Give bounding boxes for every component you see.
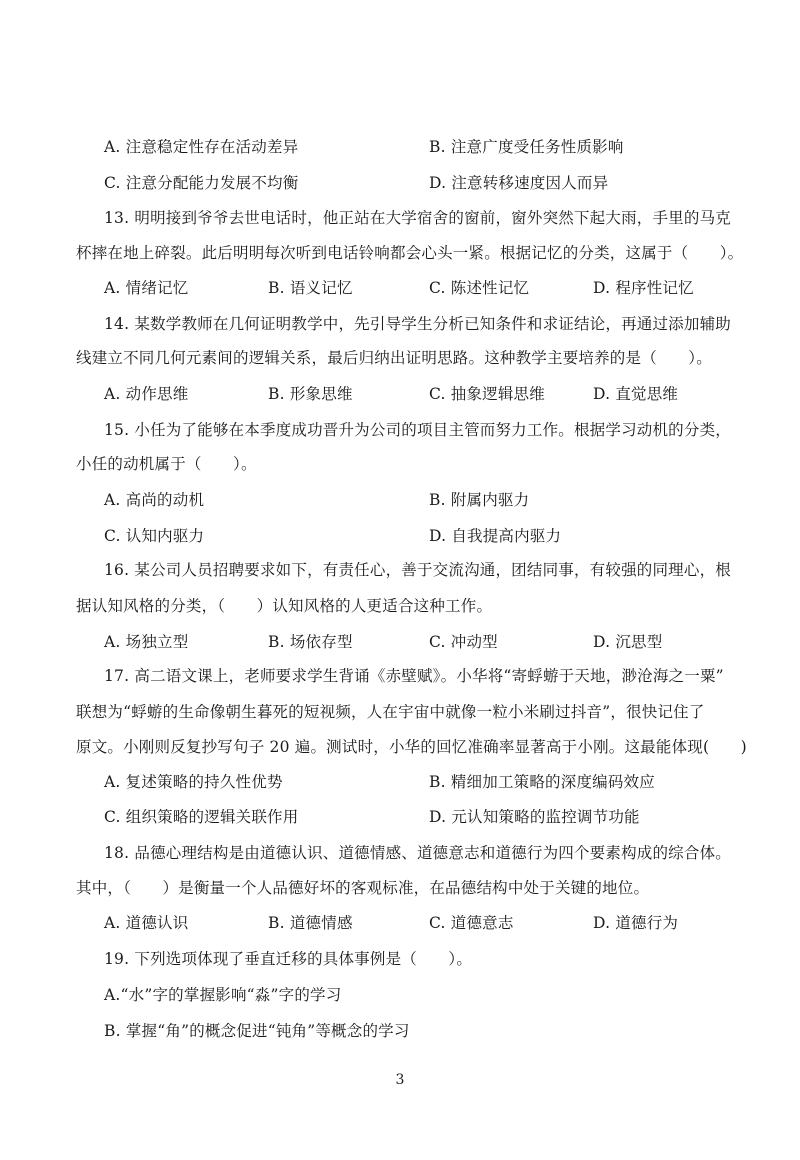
q18-stem-line1: 18. 品德心理结构是由道德认识、道德情感、道德意志和道德行为四个要素构成的综合体。 xyxy=(104,844,731,862)
q15-option-c: C. 认知内驱力 xyxy=(104,527,205,545)
q15-stem-line1: 15. 小任为了能够在本季度成功晋升为公司的项目主管而努力工作。根据学习动机的分类， xyxy=(104,421,731,439)
q14-stem-line2: 线建立不同几何元素间的逻辑关系，最后归纳出证明思路。这种教学主要培养的是（ ）。 xyxy=(76,349,712,367)
q17-option-c: C. 组织策略的逻辑关联作用 xyxy=(104,808,299,826)
q13-option-b: B. 语义记忆 xyxy=(268,279,353,297)
q15-option-a: A. 高尚的动机 xyxy=(104,491,205,509)
q19-option-b: B. 掌握“角”的概念促进“钝角”等概念的学习 xyxy=(104,1022,410,1040)
q16-option-b: B. 场依存型 xyxy=(268,633,353,651)
q14-stem-line1: 14. 某数学教师在几何证明教学中，先引导学生分析已知条件和求证结论，再通过添加辅助 xyxy=(104,315,731,333)
q19-option-a: A.“水”字的掌握影响“淼”字的学习 xyxy=(104,986,342,1004)
q17-option-d: D. 元认知策略的监控调节功能 xyxy=(429,808,640,826)
q17-option-a: A. 复述策略的持久性优势 xyxy=(104,773,283,791)
q14-option-b: B. 形象思维 xyxy=(268,385,353,403)
q14-option-c: C. 抽象逻辑思维 xyxy=(429,385,545,403)
q13-option-c: C. 陈述性记忆 xyxy=(429,279,530,297)
q14-option-a: A. 动作思维 xyxy=(104,385,189,403)
q17-stem-line1: 17. 高二语文课上，老师要求学生背诵《赤壁赋》。小华将“寄蜉蝣于天地，渺沧海之一粟” xyxy=(104,667,724,685)
q13-option-a: A. 情绪记忆 xyxy=(104,279,189,297)
q19-stem-line1: 19. 下列选项体现了垂直迁移的具体事例是（ ）。 xyxy=(104,950,473,968)
q12-option-c: C. 注意分配能力发展不均衡 xyxy=(104,174,299,192)
q15-option-b: B. 附属内驱力 xyxy=(429,491,530,509)
q17-option-b: B. 精细加工策略的深度编码效应 xyxy=(429,773,655,791)
q16-stem-line2: 据认知风格的分类，（ ）认知风格的人更适合这种工作。 xyxy=(76,597,493,615)
q15-stem-line2: 小任的动机属于（ ）。 xyxy=(76,455,257,473)
page-number: 3 xyxy=(395,1072,405,1088)
q13-stem-line1: 13. 明明接到爷爷去世电话时，他正站在大学宿舍的窗前，窗外突然下起大雨，手里的马克 xyxy=(104,209,731,227)
q18-option-b: B. 道德情感 xyxy=(268,914,353,932)
q18-option-d: D. 道德行为 xyxy=(593,914,679,932)
q12-option-a: A. 注意稳定性存在活动差异 xyxy=(104,138,299,156)
q13-stem-line2: 杯摔在地上碎裂。此后明明每次听到电话铃响都会心头一紧。根据记忆的分类，这属于（ ）。 xyxy=(76,244,744,262)
q13-option-d: D. 程序性记忆 xyxy=(593,279,694,297)
q15-option-d: D. 自我提高内驱力 xyxy=(429,527,562,545)
q12-option-d: D. 注意转移速度因人而异 xyxy=(429,174,609,192)
q17-stem-line3: 原文。小刚则反复抄写句子 20 遍。测试时，小华的回忆准确率显著高于小刚。这最能体现( ) xyxy=(76,738,747,756)
q16-option-d: D. 沉思型 xyxy=(593,633,663,651)
q16-stem-line1: 16. 某公司人员招聘要求如下，有责任心，善于交流沟通，团结同事，有较强的同理心，根 xyxy=(104,561,731,579)
q16-option-c: C. 冲动型 xyxy=(429,633,498,651)
q17-stem-line2: 联想为“蜉蝣的生命像朝生暮死的短视频，人在宇宙中就像一粒小米刷过抖音”，很快记住了 xyxy=(76,703,705,721)
q12-option-b: B. 注意广度受任务性质影响 xyxy=(429,138,624,156)
q18-stem-line2: 其中，（ ）是衡量一个人品德好坏的客观标准，在品德结构中处于关键的地位。 xyxy=(76,879,650,897)
q18-option-c: C. 道德意志 xyxy=(429,914,514,932)
q16-option-a: A. 场独立型 xyxy=(104,633,189,651)
q18-option-a: A. 道德认识 xyxy=(104,914,189,932)
q14-option-d: D. 直觉思维 xyxy=(593,385,679,403)
